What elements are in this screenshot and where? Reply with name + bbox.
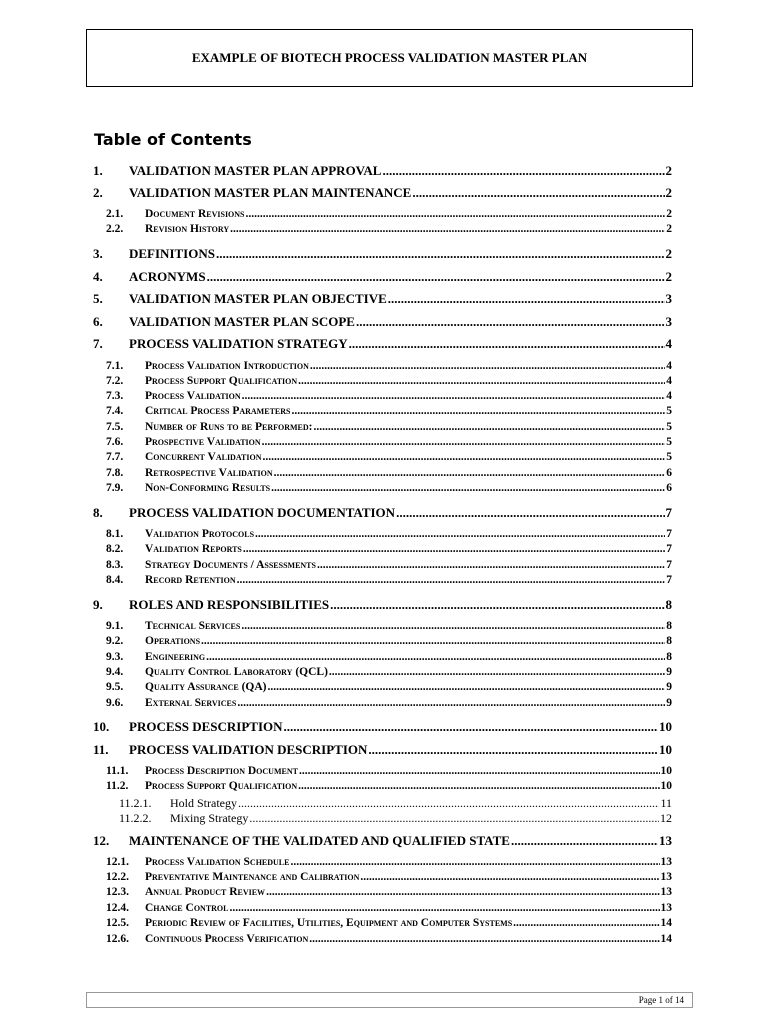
toc-dot-leader — [207, 270, 665, 283]
toc-entry-number: 9.1. — [106, 620, 124, 632]
toc-dot-leader — [241, 621, 665, 633]
toc-dot-leader — [396, 506, 664, 519]
toc-entry-number: 9.3. — [106, 651, 124, 663]
toc-entry[interactable] — [106, 376, 672, 388]
toc-entry-number: 8.1. — [106, 528, 124, 540]
toc-entry-title: External Services — [145, 697, 237, 709]
page-number: Page 1 of 14 — [638, 995, 684, 1005]
toc-entry-title: Validation Protocols — [145, 528, 255, 540]
toc-entry-page: 7 — [666, 543, 672, 555]
toc-dot-leader — [298, 781, 659, 793]
toc-entry-title: Quality Assurance (QA) — [145, 681, 267, 693]
toc-entry-number: 9. — [93, 597, 103, 612]
toc-entry-number: 12.4. — [106, 902, 129, 914]
toc-entry-title: Retrospective Validation — [145, 467, 273, 479]
toc-entry-page: 8 — [666, 651, 672, 663]
toc-entry[interactable] — [106, 682, 672, 694]
toc-dot-leader — [266, 887, 659, 899]
toc-entry-page: 8 — [665, 597, 672, 612]
toc-dot-leader — [237, 698, 665, 710]
toc-entry-title: Change Control — [145, 902, 229, 914]
toc-entry-number: 2. — [93, 185, 103, 200]
toc-entry[interactable] — [93, 315, 672, 328]
toc-entry-number: 12.3. — [106, 886, 129, 898]
toc-entry[interactable] — [106, 636, 672, 648]
toc-entry-title: Validation Reports — [145, 543, 242, 555]
toc-entry[interactable] — [106, 857, 672, 869]
toc-heading: Table of Contents — [94, 130, 252, 149]
toc-entry[interactable] — [106, 437, 672, 449]
toc-entry[interactable] — [106, 529, 672, 541]
toc-entry[interactable] — [106, 903, 672, 915]
toc-entry-number: 7.5. — [106, 421, 124, 433]
toc-entry-title: Operations — [145, 635, 201, 647]
toc-entry[interactable] — [93, 506, 672, 519]
toc-dot-leader — [249, 812, 659, 824]
toc-entry-title: Prospective Validation — [145, 436, 261, 448]
toc-entry-number: 12.5. — [106, 917, 129, 929]
toc-entry-title: PROCESS VALIDATION DESCRIPTION — [129, 742, 368, 757]
toc-dot-leader — [274, 468, 666, 480]
toc-dot-leader — [284, 720, 658, 733]
toc-entry[interactable] — [93, 598, 672, 611]
toc-entry-page: 10 — [659, 742, 672, 757]
toc-dot-leader — [412, 186, 664, 199]
toc-dot-leader — [237, 575, 666, 587]
toc-entry-title: Process Validation Schedule — [145, 856, 290, 868]
toc-entry[interactable] — [106, 422, 672, 434]
toc-entry-number: 7.8. — [106, 467, 124, 479]
toc-entry-page: 5 — [666, 451, 672, 463]
toc-entry[interactable] — [93, 834, 672, 847]
toc-entry-page: 2 — [665, 246, 672, 261]
toc-entry-page: 13 — [659, 833, 672, 848]
toc-entry-number: 7.9. — [106, 482, 124, 494]
toc-entry-number: 11. — [93, 742, 109, 757]
toc-entry-page: 13 — [660, 886, 672, 898]
toc-entry[interactable] — [93, 270, 672, 283]
toc-entry-number: 7.3. — [106, 390, 124, 402]
toc-entry-page: 7 — [665, 505, 672, 520]
toc-entry-page: 9 — [666, 666, 672, 678]
toc-entry-page: 2 — [666, 208, 672, 220]
toc-entry-page: 4 — [666, 375, 672, 387]
toc-entry[interactable] — [106, 781, 672, 793]
toc-dot-leader — [230, 903, 660, 915]
toc-entry-title: VALIDATION MASTER PLAN SCOPE — [129, 314, 355, 329]
toc-entry-page: 10 — [660, 765, 672, 777]
toc-dot-leader — [313, 422, 665, 434]
toc-dot-leader — [255, 529, 665, 541]
toc-entry-number: 7.2. — [106, 375, 124, 387]
toc-entry-title: MAINTENANCE OF THE VALIDATED AND QUALIFIED STATE — [129, 833, 510, 848]
document-title: EXAMPLE OF BIOTECH PROCESS VALIDATION MASTER PLAN — [191, 50, 588, 65]
toc-entry-page: 11 — [660, 796, 672, 810]
toc-entry[interactable] — [106, 887, 672, 899]
toc-dot-leader — [360, 872, 659, 884]
toc-entry-title: Revision History — [145, 223, 230, 235]
toc-dot-leader — [309, 934, 659, 946]
toc-entry[interactable] — [106, 698, 672, 710]
toc-entry[interactable] — [93, 720, 672, 733]
toc-entry[interactable] — [106, 872, 672, 884]
toc-entry[interactable] — [106, 361, 672, 373]
toc-entry[interactable] — [106, 391, 672, 403]
toc-entry-page: 4 — [665, 336, 672, 351]
toc-entry[interactable] — [93, 337, 672, 350]
toc-entry-number: 5. — [93, 291, 103, 306]
toc-entry-page: 3 — [665, 314, 672, 329]
toc-dot-leader — [310, 361, 665, 373]
toc-entry-number: 8.4. — [106, 574, 124, 586]
toc-entry-page: 2 — [666, 223, 672, 235]
toc-entry-number: 9.4. — [106, 666, 124, 678]
toc-entry-page: 4 — [666, 360, 672, 372]
toc-entry-title: DEFINITIONS — [129, 246, 215, 261]
toc-dot-leader — [262, 437, 666, 449]
toc-dot-leader — [511, 834, 658, 847]
toc-dot-leader — [271, 483, 665, 495]
toc-entry-page: 7 — [666, 528, 672, 540]
toc-dot-leader — [330, 598, 664, 611]
toc-entry-page: 8 — [666, 635, 672, 647]
toc-dot-leader — [230, 224, 665, 236]
toc-entry-title: Preventative Maintenance and Calibration — [145, 871, 360, 883]
toc-entry-page: 13 — [660, 856, 672, 868]
toc-entry-page: 10 — [659, 719, 672, 734]
toc-entry-number: 12. — [93, 833, 110, 848]
toc-entry-title: Strategy Documents / Assessments — [145, 559, 316, 571]
toc-entry-page: 5 — [666, 436, 672, 448]
toc-entry-page: 6 — [666, 482, 672, 494]
toc-entry-title: ROLES AND RESPONSIBILITIES — [129, 597, 330, 612]
toc-entry-number: 11.1. — [106, 765, 129, 777]
toc-entry-page: 2 — [665, 185, 672, 200]
toc-entry-page: 9 — [666, 681, 672, 693]
toc-entry-number: 7.6. — [106, 436, 124, 448]
toc-dot-leader — [299, 766, 660, 778]
toc-entry[interactable] — [106, 667, 672, 679]
toc-entry[interactable] — [93, 292, 672, 305]
toc-dot-leader — [238, 797, 659, 809]
toc-entry-title: Concurrent Validation — [145, 451, 262, 463]
toc-entry-title: Process Description Document — [145, 765, 298, 777]
toc-entry-title: Process Support Qualification — [145, 780, 298, 792]
toc-entry-number: 2.1. — [106, 208, 124, 220]
toc-dot-leader — [246, 209, 666, 221]
toc-entry[interactable] — [93, 247, 672, 260]
toc-entry-page: 4 — [666, 390, 672, 402]
page-footer — [86, 992, 693, 1008]
toc-entry-title: Annual Product Review — [145, 886, 266, 898]
toc-entry-page: 5 — [666, 421, 672, 433]
toc-entry-page: 6 — [666, 467, 672, 479]
toc-dot-leader — [329, 667, 665, 679]
toc-entry-title: Process Validation — [145, 390, 241, 402]
toc-entry[interactable] — [106, 468, 672, 480]
toc-entry[interactable] — [106, 766, 672, 778]
toc-entry[interactable] — [106, 452, 672, 464]
toc-entry-page: 12 — [660, 811, 672, 825]
toc-entry-number: 10. — [93, 719, 110, 734]
toc-dot-leader — [388, 292, 665, 305]
toc-entry-title: Record Retention — [145, 574, 236, 586]
toc-dot-leader — [242, 391, 666, 403]
toc-entry-title: Engineering — [145, 651, 206, 663]
toc-dot-leader — [290, 857, 659, 869]
toc-entry[interactable] — [119, 797, 672, 809]
toc-entry[interactable] — [106, 560, 672, 572]
toc-entry[interactable] — [106, 918, 672, 930]
toc-entry-number: 9.2. — [106, 635, 124, 647]
toc-entry-number: 12.1. — [106, 856, 129, 868]
toc-entry-title: Process Validation Introduction — [145, 360, 309, 372]
toc-entry-number: 9.6. — [106, 697, 124, 709]
toc-entry-title: PROCESS VALIDATION DOCUMENTATION — [129, 505, 396, 520]
toc-dot-leader — [317, 560, 665, 572]
toc-entry-page: 13 — [660, 871, 672, 883]
toc-entry-title: Technical Services — [145, 620, 241, 632]
toc-dot-leader — [206, 652, 665, 664]
toc-entry-title: Critical Process Parameters — [145, 405, 291, 417]
toc-entry-title: Quality Control Laboratory (QCL) — [145, 666, 328, 678]
toc-entry[interactable] — [106, 224, 672, 236]
toc-entry-number: 7. — [93, 336, 103, 351]
toc-entry-page: 10 — [660, 780, 672, 792]
toc-entry-number: 12.6. — [106, 933, 129, 945]
toc-entry-number: 9.5. — [106, 681, 124, 693]
toc-dot-leader — [268, 682, 666, 694]
toc-entry-number: 11.2. — [106, 780, 129, 792]
toc-entry[interactable] — [106, 652, 672, 664]
toc-entry-number: 12.2. — [106, 871, 129, 883]
toc-entry-page: 13 — [660, 902, 672, 914]
toc-entry-page: 9 — [666, 697, 672, 709]
toc-dot-leader — [291, 406, 665, 418]
toc-entry-number: 7.7. — [106, 451, 124, 463]
toc-entry[interactable] — [106, 621, 672, 633]
toc-entry[interactable] — [106, 934, 672, 946]
toc-dot-leader — [382, 164, 664, 177]
toc-entry-number: 8. — [93, 505, 103, 520]
toc-entry-title: Process Support Qualification — [145, 375, 298, 387]
toc-entry-page: 2 — [665, 163, 672, 178]
toc-entry[interactable] — [119, 812, 672, 824]
toc-dot-leader — [368, 743, 658, 756]
toc-entry[interactable] — [106, 483, 672, 495]
toc-entry-page: 8 — [666, 620, 672, 632]
toc-entry-page: 2 — [665, 269, 672, 284]
toc-entry-number: 7.1. — [106, 360, 124, 372]
toc-entry-number: 8.2. — [106, 543, 124, 555]
toc-entry[interactable] — [106, 544, 672, 556]
toc-entry[interactable] — [93, 743, 672, 756]
toc-entry[interactable] — [106, 575, 672, 587]
toc-dot-leader — [513, 918, 659, 930]
toc-entry-title: VALIDATION MASTER PLAN OBJECTIVE — [129, 291, 387, 306]
toc-entry-page: 14 — [660, 933, 672, 945]
toc-entry-title: Document Revisions — [145, 208, 245, 220]
toc-entry-page: 14 — [660, 917, 672, 929]
toc-entry-page: 7 — [666, 574, 672, 586]
toc-entry-number: 1. — [93, 163, 103, 178]
toc-dot-leader — [243, 544, 665, 556]
toc-entry-title: Periodic Review of Facilities, Utilities, Equipment and Computer Systems — [145, 917, 513, 929]
toc-entry-page: 3 — [665, 291, 672, 306]
toc-entry-title: Mixing Strategy — [170, 811, 249, 825]
toc-entry[interactable] — [93, 186, 672, 199]
toc-entry-page: 7 — [666, 559, 672, 571]
toc-entry-title: VALIDATION MASTER PLAN APPROVAL — [129, 163, 382, 178]
toc-dot-leader — [262, 452, 665, 464]
toc-dot-leader — [356, 315, 665, 328]
toc-entry-number: 3. — [93, 246, 103, 261]
toc-entry-number: 6. — [93, 314, 103, 329]
toc-dot-leader — [298, 376, 665, 388]
toc-entry-title: Continuous Process Verification — [145, 933, 309, 945]
toc-entry-title: Number of Runs to be Performed: — [145, 421, 313, 433]
toc-entry-title: VALIDATION MASTER PLAN MAINTENANCE — [129, 185, 412, 200]
toc-entry-number: 11.2.1. — [119, 796, 152, 810]
toc-entry-title: Non-Conforming Results — [145, 482, 271, 494]
toc-entry-title: ACRONYMS — [129, 269, 206, 284]
toc-entry-number: 7.4. — [106, 405, 124, 417]
toc-entry-number: 11.2.2. — [119, 811, 152, 825]
toc-dot-leader — [349, 337, 665, 350]
toc-entry[interactable] — [106, 209, 672, 221]
toc-dot-leader — [216, 247, 665, 260]
toc-entry-number: 8.3. — [106, 559, 124, 571]
toc-entry-title: PROCESS DESCRIPTION — [129, 719, 283, 734]
toc-entry[interactable] — [106, 406, 672, 418]
toc-entry-page: 5 — [666, 405, 672, 417]
toc-entry-title: Hold Strategy — [170, 796, 237, 810]
toc-dot-leader — [201, 636, 665, 648]
toc-entry-number: 2.2. — [106, 223, 124, 235]
toc-entry-number: 4. — [93, 269, 103, 284]
toc-entry-title: PROCESS VALIDATION STRATEGY — [129, 336, 348, 351]
toc-entry[interactable] — [93, 164, 672, 177]
